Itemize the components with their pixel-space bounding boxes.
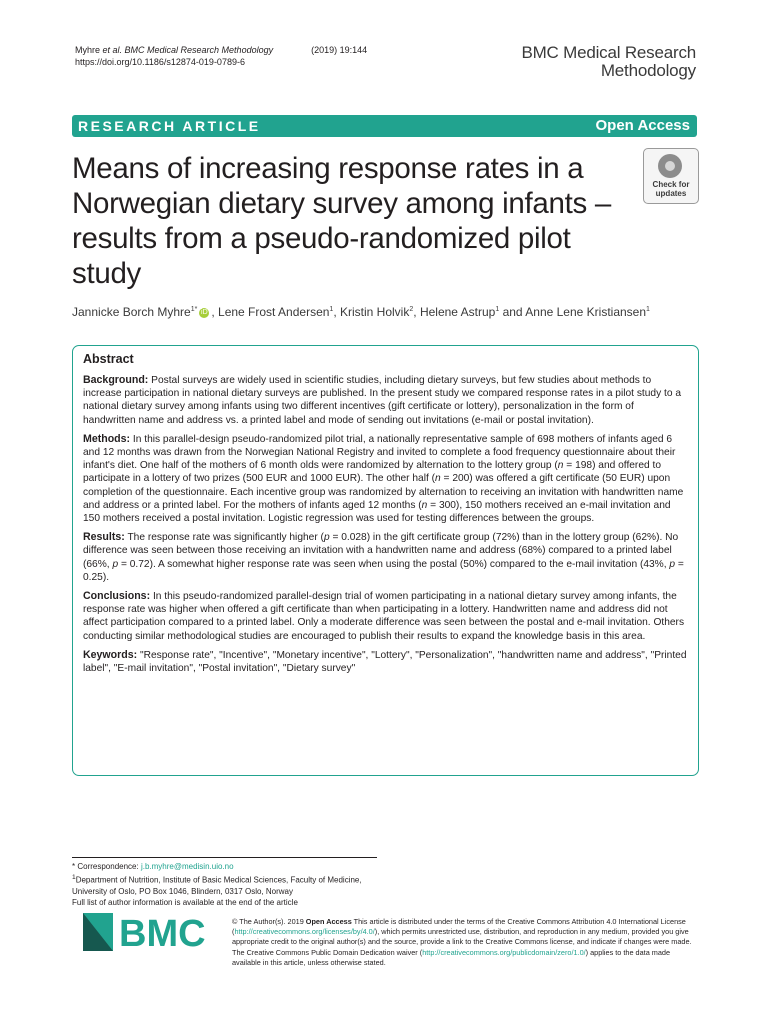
open-access-label: Open Access	[595, 117, 690, 134]
check-for-updates-icon[interactable]	[643, 148, 699, 204]
author-name: Helene Astrup	[419, 305, 496, 319]
article-title: Means of increasing response rates in a Norwegian dietary survey among infants – results from a pseudo-randomized pilot study	[72, 152, 611, 290]
bmc-logo-text: BMC	[119, 913, 206, 951]
citation-authors: Myhre	[75, 45, 103, 55]
public-domain-link[interactable]: http://creativecommons.org/publicdomain/zero/1.0/	[422, 947, 586, 957]
author-name: Lene Frost Andersen	[218, 305, 330, 319]
orcid-icon[interactable]: iD	[201, 308, 208, 316]
license-text: © The Author(s). 2019 Open Access This article is distributed under the terms of the Creative Commons Attribution 4.0 International License (http://creativecommons.org/licenses/by/4.0/), which permits unrestricted use, distribution, and reproduction in any medium, provided you give appropriate credit to the original author(s) and the source, provide a link to the Creative Commons license, and indicate if changes were made. The Creative Commons Public Domain Dedication waiver (http://creativecommons.org/publicdomain/zero/1.0/) applies to the data made available in this article, unless otherwise stated.	[232, 917, 692, 967]
author-list: Jannicke Borch Myhre$^{1*}$ iD , Lene Frost Andersen$^1$, Kristin Holvik$^2$, Helene Astrup$^1$ and Anne Lene Kristiansen$^1$	[72, 305, 650, 319]
article-type-label: RESEARCH ARTICLE	[78, 118, 261, 134]
author-affil: 1*	[190, 306, 198, 313]
check-for-updates-text: Check for updates	[652, 180, 690, 198]
check-ring-icon	[658, 154, 682, 178]
abstract-results: Results: The response rate was significantly higher (p = 0.028) in the gift certificate group (72%) than in the lottery group (62%). No difference was seen between those receiving an invitation with a handwritten name and address (68%) compared to a printed label (66%, p = 0.72). A somewhat higher response rate was seen when using the postal (50%) compared to the e-mail invitation (43%, p = 0.25).	[83, 531, 684, 583]
journal-name	[521, 44, 696, 80]
citation-volume: (2019) 19:144	[311, 45, 368, 55]
affiliation: $^1$Department of Nutrition, Institute of Basic Medical Sciences, Faculty of Medicine, University of Oslo, PO Box 1046, Blindern, 0317 Oslo, Norway	[72, 874, 362, 896]
journal-name-line1: BMC Medical Research	[521, 43, 696, 62]
citation-journal: et al. BMC Medical Research Methodology	[102, 45, 274, 55]
footnote-divider	[72, 857, 377, 858]
journal-name-line2: Methodology	[600, 61, 696, 80]
bmc-logo	[83, 913, 215, 951]
abstract-heading: Abstract	[83, 352, 134, 366]
author-affil: 1	[495, 306, 500, 313]
doi-link[interactable]: https://doi.org/10.1186/s12874-019-0789-6	[75, 57, 245, 67]
license-link[interactable]: http://creativecommons.org/licenses/by/4.0/	[234, 927, 375, 937]
footnotes	[72, 861, 382, 908]
correspondence-email-link[interactable]: j.b.myhre@medisin.uio.no	[140, 862, 234, 871]
correspondence: * Correspondence: j.b.myhre@medisin.uio.no	[72, 862, 234, 871]
abstract-box	[72, 345, 699, 776]
abstract-methods: Methods: In this parallel-design pseudo-randomized pilot trial, a nationally representative sample of 698 mothers of infants aged 6 and 12 months was drawn from the Norwegian National Registry and invited to complete a food frequency questionnaire about their infant's diet. One half of the mothers of 6 month olds were randomized by alternation to the lottery group (n = 198) and offered to participate in a lottery of two prizes (500 EUR and 1000 EUR). The other half (n = 200) was offered a gift certificate (50 EUR) upon completion of the questionnaire. Each incentive group was randomized by alternation to receiving an invitation with handwritten name and address or a printed label. For the mothers of infants aged 12 months (n = 300), 150 mothers received an e-mail invitation and 150 mothers received a postal invitation. Logistic regression was used for testing differences between the groups.	[83, 432, 684, 525]
abstract-keywords: Keywords: "Response rate", "Incentive", "Monetary incentive", "Lottery", "Personalization", "handwritten name and address", "Printed label", "E-mail invitation", "Postal invitation", "Dietary survey"	[83, 648, 687, 675]
author-affil: 1	[646, 306, 650, 313]
author-affil: 1	[329, 306, 334, 313]
author-affil: 2	[409, 306, 414, 313]
author-info-note: Full list of author information is available at the end of the article	[72, 897, 298, 907]
author-name: Anne Lene Kristiansen	[525, 305, 647, 319]
abstract-conclusions: Conclusions: In this pseudo-randomized parallel-design trial of women participating in a national dietary survey among infants, the response rate was higher when offered a gift certificate than when participating in a lottery. Handwritten name and address did not affect participation compared to a printed label. Only a moderate difference was seen between the postal and e-mail invitation. Others conducting similar methodological studies are encouraged to publish their results to expand the knowledge basis in this area.	[83, 590, 685, 642]
author-name: Kristin Holvik	[340, 305, 410, 319]
abstract-background: Background: Postal surveys are widely used in scientific studies, including dietary surveys, but few studies about methods to increase participation in national dietary surveys are published. In the present study we compared response rates in a pilot study to a national dietary survey among infants using two different incentives (gift certificate or lottery), personalization in the form of handwritten name and address vs. a printed label and mode of sending out invitations (e-mail or postal invitation).	[83, 374, 682, 426]
article-type-banner	[72, 115, 697, 137]
citation-header	[75, 44, 367, 68]
author-name: Jannicke Borch Myhre	[72, 305, 191, 319]
